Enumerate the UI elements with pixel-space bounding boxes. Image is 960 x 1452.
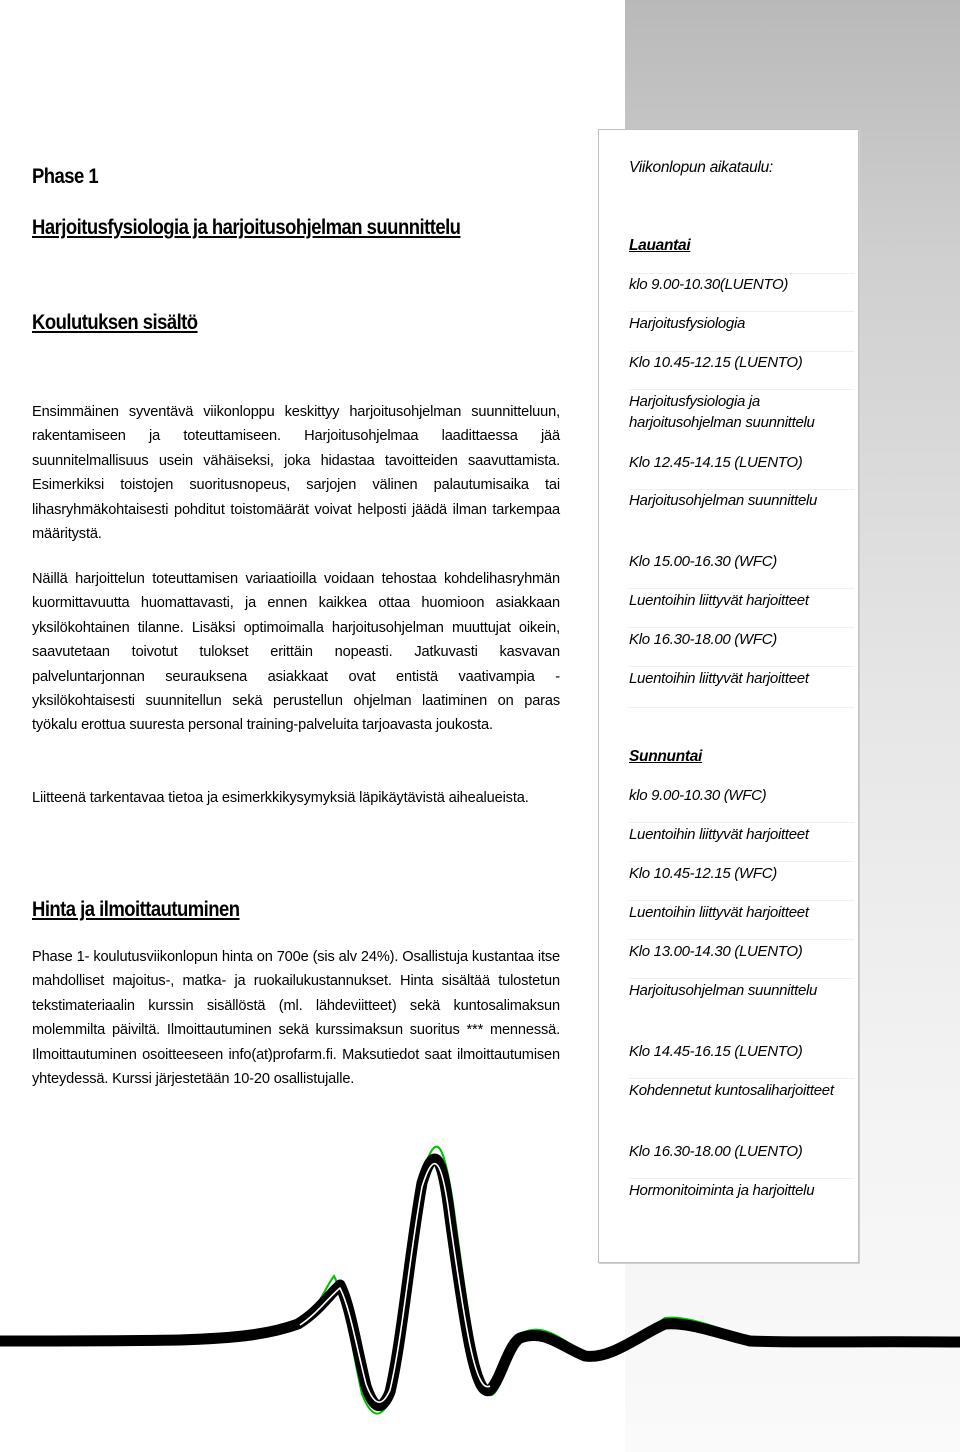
schedule-topic: Luentoihin liittyvät harjoitteet — [629, 826, 809, 843]
schedule-topic: Harjoitusohjelman suunnittelu — [629, 492, 818, 509]
course-title: Harjoitusfysiologia ja harjoitusohjelman suunnittelu — [32, 216, 461, 239]
schedule-topic: Kohdennetut kuntosaliharjoitteet — [629, 1082, 834, 1099]
content-heading: Koulutuksen sisältö — [32, 311, 198, 334]
schedule-time: Klo 13.00-14.30 (LUENTO) — [629, 943, 803, 960]
schedule-time: Klo 15.00-16.30 (WFC) — [629, 553, 777, 570]
paragraph-attachments: Liitteenä tarkentavaa tietoa ja esimerkkikysymyksiä läpikäytävistä aihealueista. — [32, 790, 529, 806]
phase-title: Phase 1 — [32, 165, 99, 188]
schedule-topic: Harjoitusohjelman suunnittelu — [629, 982, 818, 999]
sunday-label: Sunnuntai — [629, 748, 703, 765]
paragraph-price: Phase 1- koulutusviikonlopun hinta on 700e (sis alv 24%). Osallistuja kustantaa itse mahdolliset majoitus-, matka- ja ruokailukustannukset. Hinta sisältää tulostetun tekstimateriaalin kurssin sisällöstä (ml. lähdeviitteet) sekä kuntosalimaksun molemmilta päiviltä. Ilmoittautuminen sekä kurssimaksun suoritus *** mennessä. Ilmoittautuminen osoitteeseen info(at)profarm.fi. Maksutiedot saat ilmoittautumisen yhteydessä. Kurssi järjestetään 10-20 osallistujalle. — [32, 949, 560, 1088]
schedule-time: Klo 14.45-16.15 (LUENTO) — [629, 1043, 803, 1060]
schedule-topic: Luentoihin liittyvät harjoitteet — [629, 670, 809, 687]
schedule-time: Klo 12.45-14.15 (LUENTO) — [629, 454, 803, 471]
schedule-time: klo 9.00-10.30 (WFC) — [629, 787, 767, 804]
schedule-time: Klo 16.30-18.00 (WFC) — [629, 631, 777, 648]
schedule-topic: Luentoihin liittyvät harjoitteet — [629, 904, 809, 921]
schedule-topic: Hormonitoiminta ja harjoittelu — [629, 1182, 815, 1199]
schedule-topic: Luentoihin liittyvät harjoitteet — [629, 592, 809, 609]
schedule-time: Klo 10.45-12.15 (LUENTO) — [629, 354, 803, 371]
heartbeat-black-line — [0, 1159, 960, 1406]
paragraph-variations: Näillä harjoittelun toteuttamisen variaatioilla voidaan tehostaa kohdelihasryhmän kuormittavuutta huomattavasti, ja ennen kaikkea ottaa huomioon asiakkaan yksilökohtainen tilanne. Lisäksi optimoimalla harjoitusohjelman muuttujat oikein, saavutetaan toivotut tulokset erittäin nopeasti. Jatkuvasti kasvavan palveluntarjonnan seurauksena asiakkaat ovat entistä vaativampia - yksilökohtaisesti suunnitellun sekä perustellun ohjelman laatiminen on paras työkalu erottua suuresta personal training-palveluita tarjoavasta joukosta. — [32, 571, 560, 734]
saturday-label: Lauantai — [629, 237, 691, 254]
schedule-title: Viikonlopun aikataulu: — [629, 159, 773, 176]
schedule-topic: Harjoitusfysiologia — [629, 315, 746, 332]
schedule-time: Klo 16.30-18.00 (LUENTO) — [629, 1143, 803, 1160]
schedule-topic: Harjoitusfysiologia ja harjoitusohjelman suunnittelu — [629, 393, 815, 431]
schedule-time: klo 9.00-10.30(LUENTO) — [629, 276, 789, 293]
schedule-time: Klo 10.45-12.15 (WFC) — [629, 865, 777, 882]
paragraph-intro: Ensimmäinen syventävä viikonloppu keskittyy harjoitusohjelman suunnitteluun, rakentamiseen ja toteuttamiseen. Harjoitusohjelmaa laadittaessa jää suunnitelmallisuus usein vähäiseksi, joka hidastaa tavoitteiden saavuttamista. Esimerkiksi toistojen suoritusnopeus, sarjojen välinen palautumisaika tai lihasryhmäkohtaisesti pohditut toistomäärät voivat helposti jäädä ilman tarkempaa määritystä. — [32, 404, 560, 543]
price-heading: Hinta ja ilmoittautuminen — [32, 898, 240, 921]
